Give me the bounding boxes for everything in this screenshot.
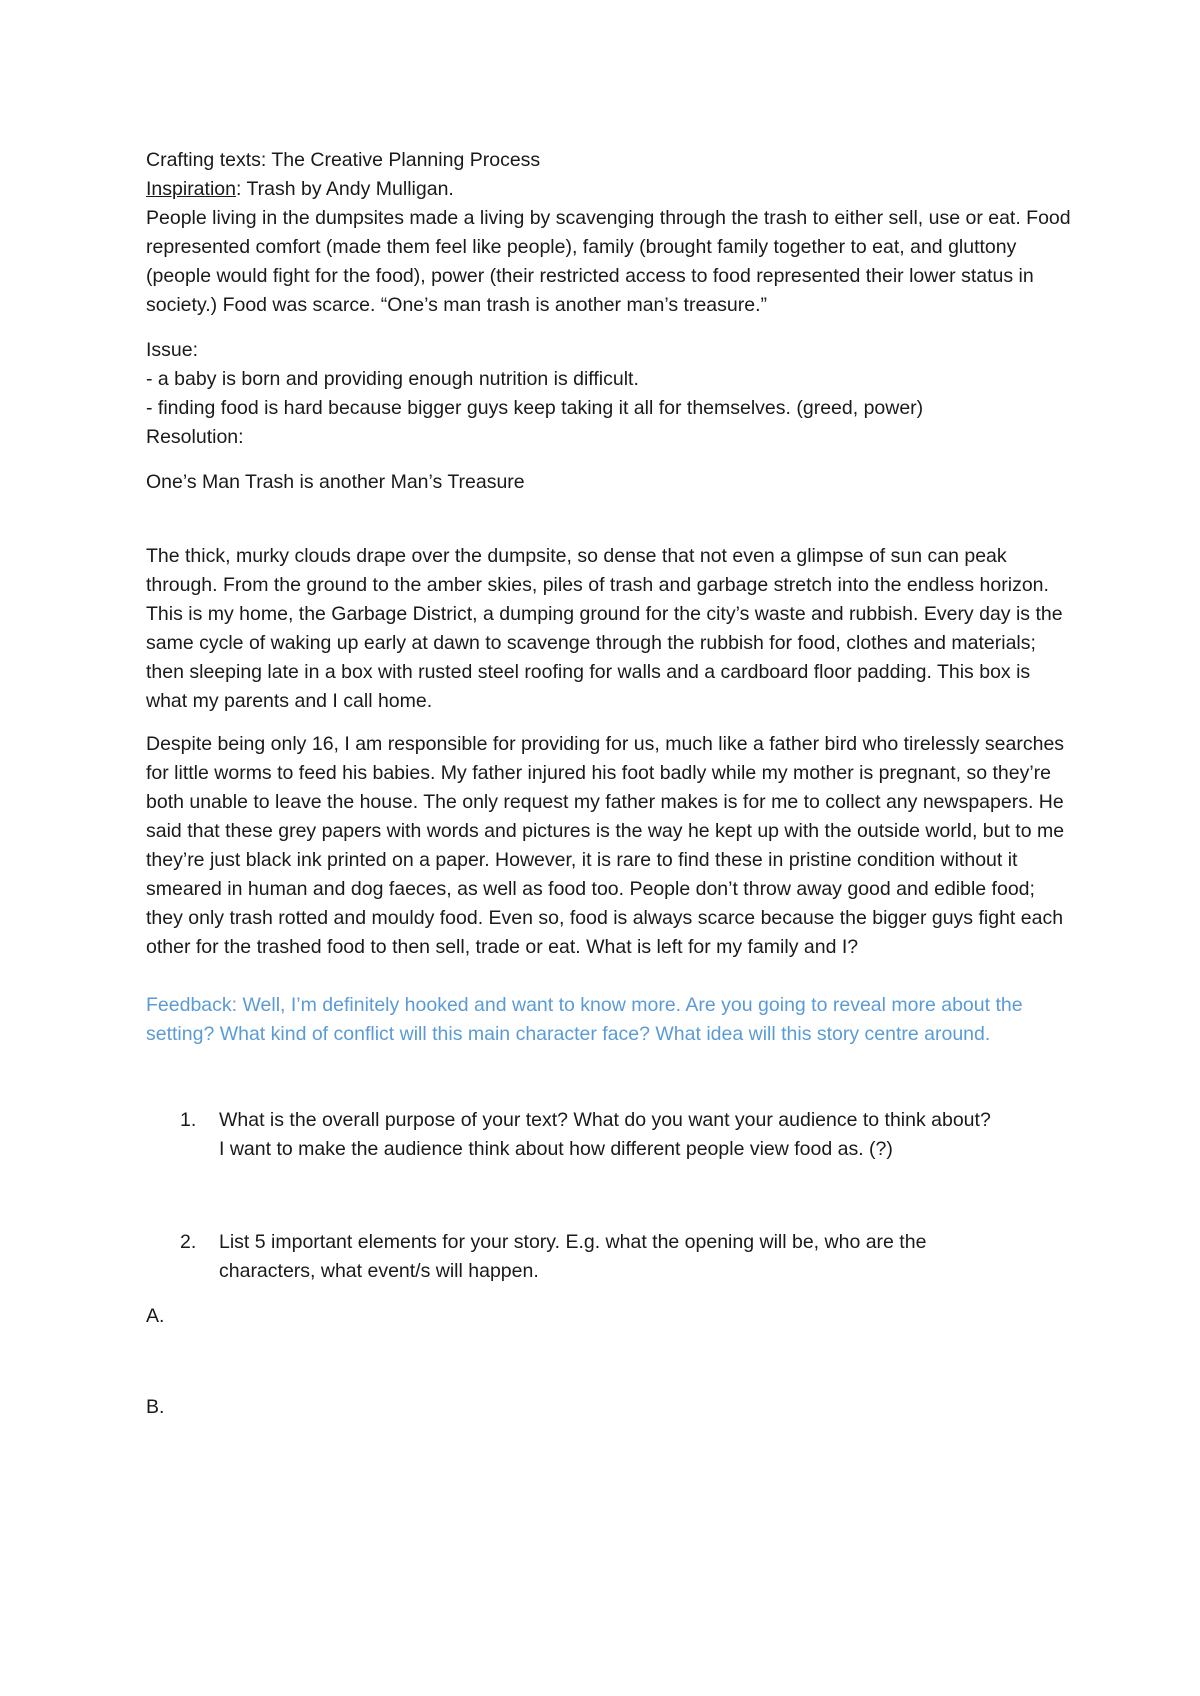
resolution-label: Resolution:	[146, 426, 244, 448]
issue-label: Issue:	[146, 339, 199, 361]
intro-paragraph: People living in the dumpsites made a living by scavenging through the trash to either sell, use or eat. Food represented comfort (made them feel like people), family (brought family together to eat, and gluttony (people would fight for the food), power (their restricted access to food represented their lower status in society.) Food was scarce. “One’s man trash is another man’s treasure.”	[146, 207, 1071, 316]
inspiration-line	[146, 175, 1076, 204]
feedback-comment: Feedback: Well, I’m definitely hooked and want to know more. Are you going to reveal more about the setting? What kind of conflict will this main character face? What idea will this story centre around.	[146, 994, 1023, 1045]
story-paragraph: The thick, murky clouds drape over the dumpsite, so dense that not even a glimpse of sun can peak through. From the ground to the amber skies, piles of trash and garbage stretch into the endless horizon. This is my home, the Garbage District, a dumping ground for the city’s waste and rubbish. Every day is the same cycle of waking up early at dawn to scavenge through the rubbish for food, clothes and materials; then sleeping late in a box with rusted steel roofing for walls and a cardboard floor padding. This box is what my parents and I call home.	[146, 545, 1063, 712]
issue-point: - a baby is born and providing enough nutrition is difficult.	[146, 368, 639, 390]
spacer	[146, 1049, 1076, 1106]
spacer	[146, 1331, 1076, 1393]
question-item	[146, 1106, 1076, 1164]
question-text: characters, what event/s will happen.	[219, 1260, 539, 1282]
question-text: What is the overall purpose of your text? What do you want your audience to think about?	[219, 1109, 991, 1131]
spacer	[146, 497, 1076, 542]
question-answer: I want to make the audience think about how different people view food as. (?)	[219, 1138, 893, 1160]
story-title: One’s Man Trash is another Man’s Treasure	[146, 471, 525, 493]
question-item	[146, 1228, 1076, 1286]
answer-label-b: B.	[146, 1396, 165, 1418]
inspiration-text: : Trash by Andy Mulligan.	[235, 178, 454, 200]
document-title: Crafting texts: The Creative Planning Process	[146, 149, 541, 171]
spacer	[146, 320, 1076, 336]
spacer	[146, 962, 1076, 991]
spacer	[146, 452, 1076, 468]
spacer	[146, 1286, 1076, 1302]
question-number: 1.	[180, 1109, 197, 1131]
answer-label-a: A.	[146, 1305, 165, 1327]
spacer	[146, 1164, 1076, 1228]
issue-point: - finding food is hard because bigger guys keep taking it all for themselves. (greed, power)	[146, 397, 924, 419]
question-number: 2.	[180, 1231, 197, 1253]
spacer	[146, 716, 1076, 730]
inspiration-label: Inspiration	[146, 178, 236, 200]
story-paragraph: Despite being only 16, I am responsible for providing for us, much like a father bird who tirelessly searches for little worms to feed his babies. My father injured his foot badly while my mother is pregnant, so they’re both unable to leave the house. The only request my father makes is for me to collect any newspapers. He said that these grey papers with words and pictures is the way he kept up with the outside world, but to me they’re just black ink printed on a paper. However, it is rare to find these in pristine condition without it smeared in human and dog faeces, as well as food too. People don’t throw away good and edible food; they only trash rotted and mouldy food. Even so, food is always scarce because the bigger guys fight each other for the trashed food to then sell, trade or eat. What is left for my family and I?	[146, 733, 1065, 958]
questions-list	[146, 1106, 1076, 1286]
document-body	[146, 146, 1076, 1422]
question-text: List 5 important elements for your story. E.g. what the opening will be, who are the	[219, 1231, 927, 1253]
